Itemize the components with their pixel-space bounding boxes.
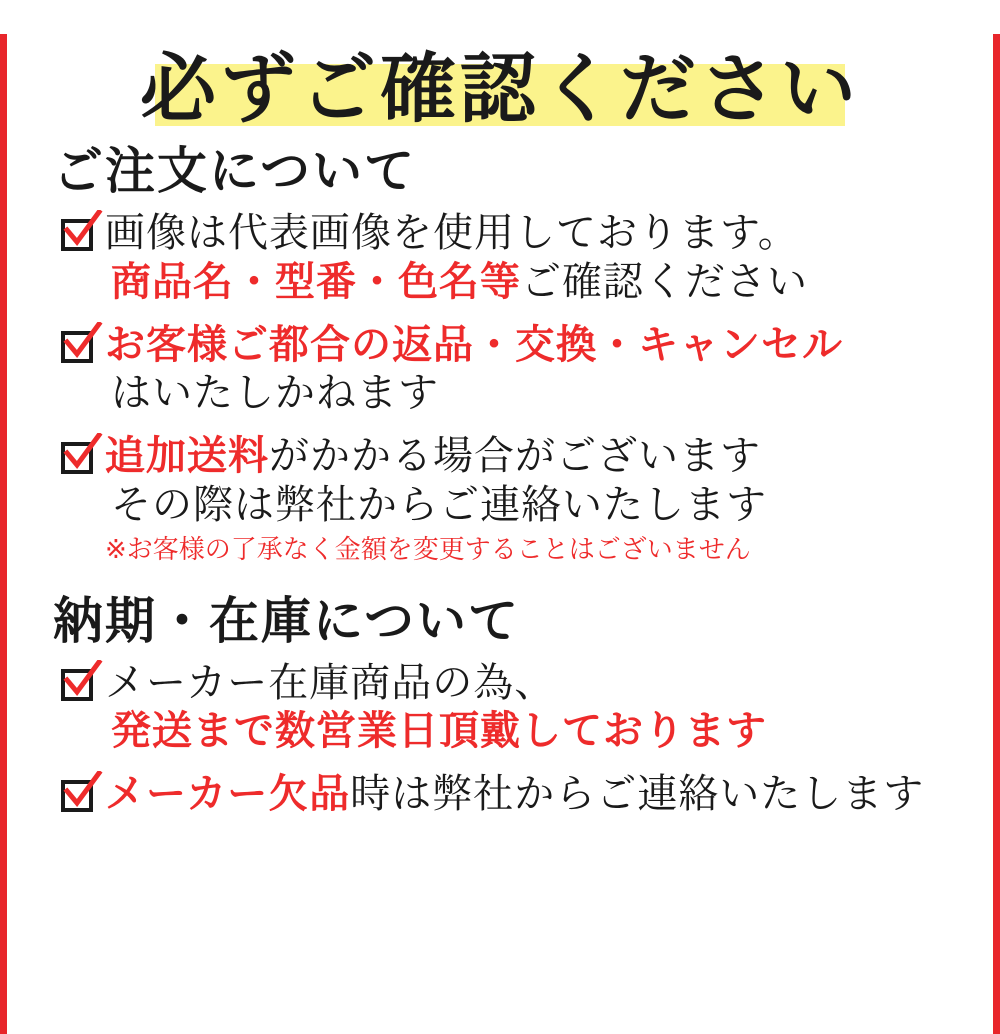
plain-text: メーカー在庫商品の為、 (105, 659, 556, 706)
plain-text: ご確認ください (521, 258, 808, 305)
page-title: 必ずご確認ください (140, 44, 860, 133)
plain-text: その際は弊社からご連絡いたします (111, 481, 767, 528)
highlighted-text: メーカー欠品 (105, 771, 351, 818)
item-line (105, 258, 963, 307)
list-item (59, 770, 963, 819)
section-heading: ご注文について (53, 142, 416, 200)
list-item (59, 321, 963, 419)
checkbox-checked-icon (59, 776, 99, 816)
list-item (59, 659, 963, 757)
item-text (105, 770, 963, 819)
item-line (105, 321, 963, 370)
highlighted-text: 追加送料 (105, 433, 269, 480)
section-heading: 納期・在庫について (53, 591, 520, 650)
sections-container (37, 144, 963, 819)
item-line (105, 481, 963, 530)
list-item (59, 432, 963, 567)
plain-text: はいたしかねます (111, 370, 439, 417)
page-title-area (37, 34, 963, 144)
highlighted-text: お客様ご都合の返品・交換・キャンセル (105, 321, 843, 368)
item-line (105, 659, 963, 708)
item-line (105, 770, 963, 819)
list-item (59, 209, 963, 307)
highlighted-text: 商品名・型番・色名等 (111, 258, 521, 305)
plain-text: 時は弊社からご連絡いたします (350, 771, 925, 818)
checkbox-checked-icon (59, 438, 99, 478)
item-line (105, 369, 963, 418)
plain-text: 画像は代表画像を使用しております。 (105, 210, 799, 256)
item-line (105, 707, 963, 756)
item-line (105, 209, 963, 258)
checkbox-checked-icon (59, 665, 99, 705)
item-line (105, 432, 963, 481)
item-text (105, 659, 963, 757)
notice-page (0, 34, 1000, 1034)
item-note: ※お客様の了承なく金額を変更することはございません (105, 534, 751, 565)
highlighted-text: 発送まで数営業日頂戴しております (111, 708, 767, 755)
checkbox-checked-icon (59, 327, 99, 367)
item-text (105, 321, 963, 419)
checkbox-checked-icon (59, 215, 99, 255)
item-text (105, 209, 963, 307)
notice-content (7, 34, 993, 1034)
item-text (105, 432, 963, 567)
plain-text: がかかる場合がございます (269, 433, 761, 480)
